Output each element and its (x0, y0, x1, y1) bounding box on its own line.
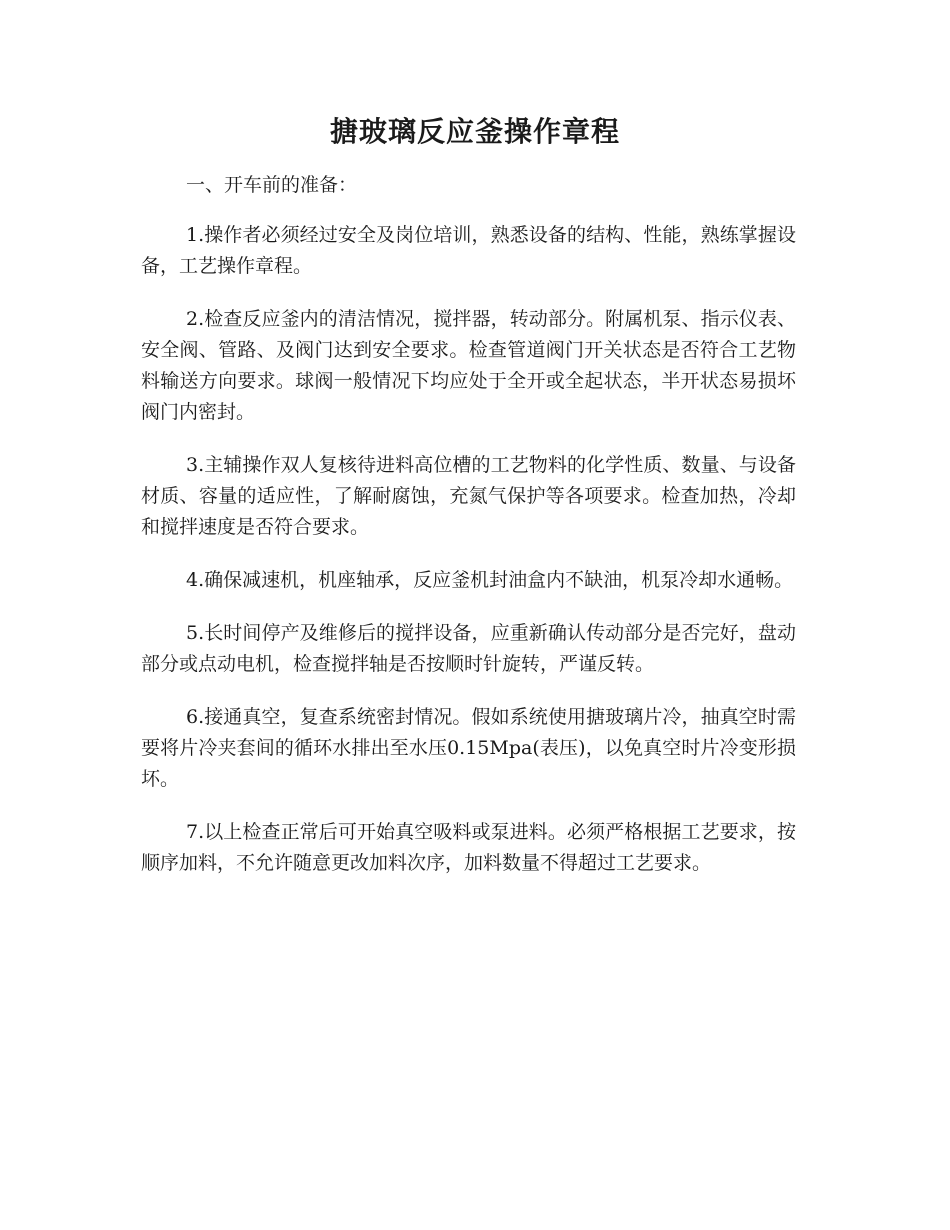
paragraph-4: 4.确保减速机，机座轴承，反应釜机封油盒内不缺油，机泵冷却水通畅。 (186, 569, 794, 591)
document-title: 搪玻璃反应釜操作章程 (329, 115, 620, 148)
paragraph-7: 7.以上检查正常后可开始真空吸料或泵进料。必须严格根据工艺要求，按顺序加料，不允许随意更改加料次序，加料数量不得超过工艺要求。 (141, 821, 796, 874)
paragraph-3: 3.主辅操作双人复核待进料高位槽的工艺物料的化学性质、数量、与设备材质、容量的适应性，了解耐腐蚀，充氮气保护等各项要求。检查加热，冷却和搅拌速度是否符合要求。 (141, 454, 796, 538)
paragraph-5: 5.长时间停产及维修后的搅拌设备，应重新确认传动部分是否完好，盘动部分或点动电机，检查搅拌轴是否按顺时针旋转，严谨反转。 (141, 622, 796, 675)
paragraph-1: 1.操作者必须经过安全及岗位培训，熟悉设备的结构、性能，熟练掌握设备，工艺操作章程。 (141, 224, 796, 277)
section-heading: 一、开车前的准备： (186, 174, 358, 196)
paragraph-6: 6.接通真空，复查系统密封情况。假如系统使用搪玻璃片冷，抽真空时需要将片冷夹套间的循环水排出至水压0.15Mpa(表压)，以免真空时片冷变形损坏。 (141, 706, 796, 790)
paragraph-2: 2.检查反应釜内的清洁情况，搅拌器，转动部分。附属机泵、指示仪表、安全阀、管路、及阀门达到安全要求。检查管道阀门开关状态是否符合工艺物料输送方向要求。球阀一般情况下均应处于全开或全起状态，半开状态易损坏阀门内密封。 (141, 308, 796, 423)
document-body (141, 220, 796, 901)
